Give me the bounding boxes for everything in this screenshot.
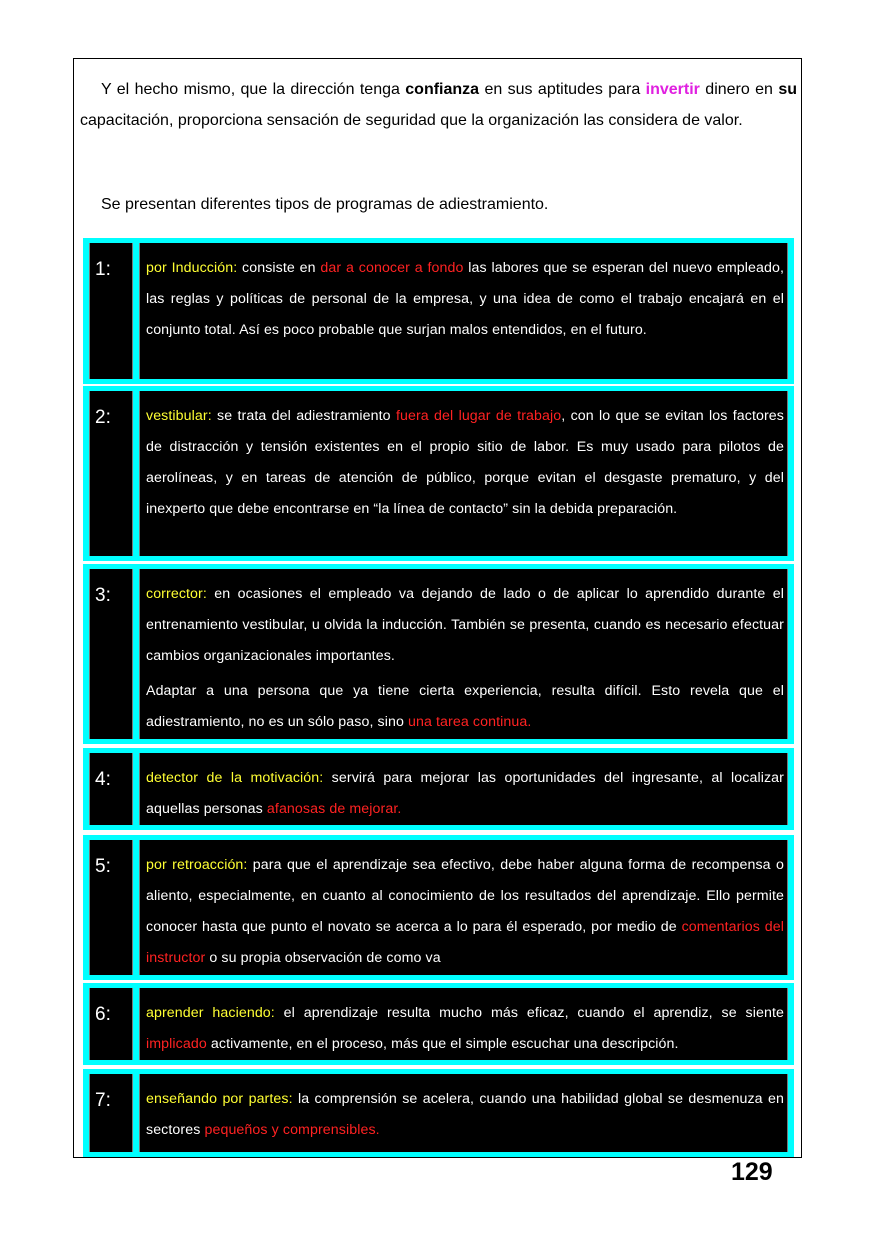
- program-text: activamente, en el proceso, más que el simple escuchar una descripción.: [206, 1036, 679, 1052]
- program-block-4: [83, 748, 794, 830]
- intro-text: Y el hecho mismo, que la dirección tenga: [101, 81, 406, 98]
- program-block-5: [83, 835, 794, 980]
- program-number: 4:: [95, 769, 111, 790]
- program-number-cell: [89, 840, 133, 975]
- program-term: por retroacción:: [146, 857, 248, 873]
- program-description: [139, 1074, 788, 1152]
- program-text: se trata del adiestramiento: [211, 408, 396, 424]
- program-text: en ocasiones el empleado va dejando de lado o de aplicar lo aprendido durante el entrenamiento vestibular, u olvida la inducción. También se presenta, cuando es necesario efectuar cambios organizacionales importantes.: [146, 586, 784, 664]
- program-number: 6:: [95, 1004, 111, 1025]
- program-number-cell: [89, 243, 133, 379]
- program-highlight: una tarea continua.: [408, 714, 532, 730]
- program-highlight: comentarios del instructor: [146, 919, 784, 966]
- program-description: [139, 753, 788, 825]
- page-number: 129: [731, 1158, 773, 1186]
- program-description: [139, 988, 788, 1060]
- program-block-3: [83, 564, 794, 744]
- program-term: detector de la motivación:: [146, 770, 324, 786]
- program-number: 1:: [95, 259, 111, 280]
- program-number-cell: [89, 988, 133, 1060]
- program-block-1: [83, 238, 794, 384]
- program-text: o su propia observación de como va: [205, 950, 441, 966]
- program-text: la comprensión se acelera, cuando una habilidad global se desmenuza en sectores: [146, 1091, 784, 1138]
- program-number: 3:: [95, 585, 111, 606]
- intro-text: en sus aptitudes para: [479, 81, 646, 98]
- program-text: , con lo que se evitan los factores de distracción y tensión existentes en el propio sitio de labor. Es muy usado para pilotos de aerolíneas, y en tareas de atención de público, porque evitan el desgaste prematuro, y del inexperto que debe encontrarse en “la línea de contacto” sin la debida preparación.: [146, 408, 784, 517]
- program-block-6: [83, 983, 794, 1065]
- program-text: Adaptar a una persona que ya tiene cierta experiencia, resulta difícil. Esto revela que el adiestramiento, no es un sólo paso, sino: [146, 683, 784, 730]
- program-description: [139, 391, 788, 556]
- program-description: [139, 840, 788, 975]
- intro-keyword-confianza: confianza: [405, 81, 480, 98]
- program-highlight: pequeños y comprensibles.: [204, 1122, 380, 1138]
- program-text: servirá para mejorar las oportunidades del ingresante, al localizar aquellas personas: [146, 770, 784, 817]
- program-text: para que el aprendizaje sea efectivo, debe haber alguna forma de recompensa o aliento, especialmente, en cuanto al conocimiento de los resultados del aprendizaje. Ello permite conocer hasta que punto el novato se acerca a lo para él esperado, por medio de: [146, 857, 784, 935]
- intro-keyword-invertir: invertir: [645, 81, 700, 98]
- program-term: aprender haciendo:: [146, 1005, 275, 1021]
- program-highlight: implicado: [146, 1036, 207, 1052]
- program-term: corrector:: [146, 586, 207, 602]
- intro-keyword-su: su: [778, 81, 798, 98]
- program-number-cell: [89, 1074, 133, 1152]
- program-description: [139, 569, 788, 739]
- program-number-cell: [89, 569, 133, 739]
- intro-paragraph-2: Se presentan diferentes tipos de programas de adiestramiento.: [101, 196, 549, 213]
- intro-paragraph-1: [80, 74, 797, 136]
- program-text: consiste en: [237, 260, 321, 276]
- program-number: 7:: [95, 1090, 111, 1111]
- program-text: las labores que se esperan del nuevo empleado, las reglas y políticas de personal de la empresa, y una idea de como el trabajo encajará en el conjunto total. Así es poco probable que surjan malos entendidos, en el futuro.: [146, 260, 785, 338]
- program-block-7: [83, 1069, 794, 1157]
- program-highlight: fuera del lugar de trabajo: [395, 408, 562, 424]
- program-highlight: dar a conocer a fondo: [320, 260, 464, 276]
- intro-text: capacitación, proporciona sensación de seguridad que la organización las considera de valor.: [80, 112, 743, 129]
- intro-text: dinero en: [699, 81, 779, 98]
- program-description: [139, 243, 788, 379]
- program-number: 5:: [95, 856, 111, 877]
- program-highlight: afanosas de mejorar.: [266, 801, 402, 817]
- program-number: 2:: [95, 407, 111, 428]
- program-term: enseñando por partes:: [146, 1091, 293, 1107]
- program-term: por Inducción:: [146, 260, 238, 276]
- program-block-2: [83, 386, 794, 561]
- program-number-cell: [89, 753, 133, 825]
- program-term: vestibular:: [146, 408, 212, 424]
- program-text: el aprendizaje resulta mucho más eficaz, cuando el aprendiz, se siente: [274, 1005, 784, 1021]
- program-number-cell: [89, 391, 133, 556]
